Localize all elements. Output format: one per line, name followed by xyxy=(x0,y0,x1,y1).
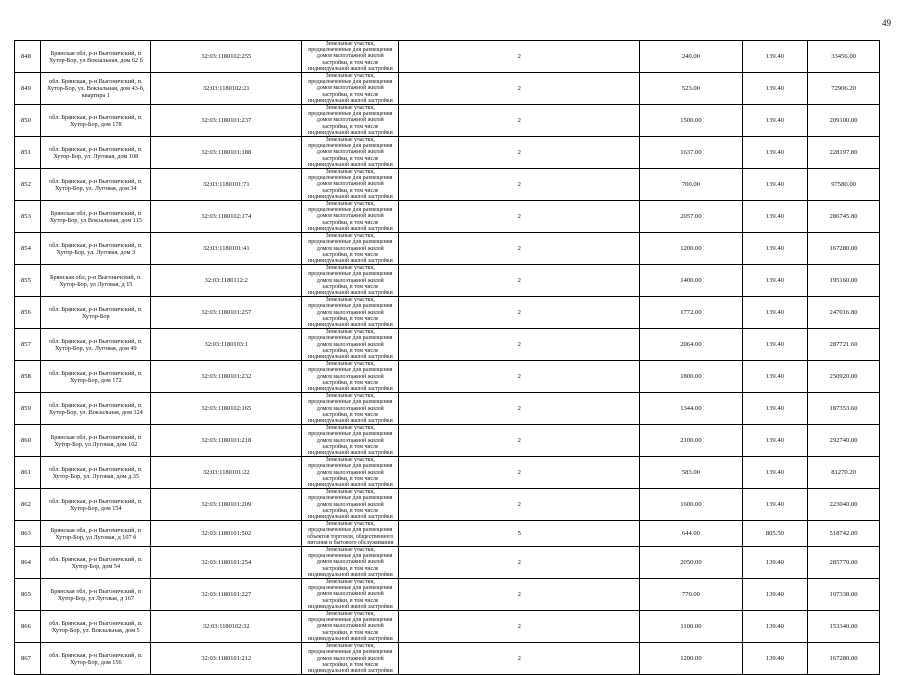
land-use-category-cell: Земельные участки, предназначенные для размещения домов малоэтажной жилой застройки, в том числе индивидуальной жилой застройки xyxy=(302,137,399,169)
cadastral-number-cell: 32:03:1180101:257 xyxy=(151,297,302,329)
land-use-category-cell: Земельные участки, предназначенные для размещения домов малоэтажной жилой застройки, в том числе индивидуальной жилой застройки xyxy=(302,361,399,393)
address-cell: обл. Брянская, р-н Выгоничский, п. Хутор-Бор, дом 54 xyxy=(41,547,151,579)
table-row xyxy=(15,329,880,361)
address-cell: обл. Брянская, р-н Выгоничский, п. Хутор-Бор, ул. Луговая, дом 3 xyxy=(41,233,151,265)
cadastral-number-cell: 32:03:1180112:2 xyxy=(151,265,302,297)
group-cell: 2 xyxy=(399,579,640,611)
area-cell: 240.00 xyxy=(640,41,742,73)
specific-value-cell: 139.40 xyxy=(742,105,807,137)
cadastral-value-cell: 287721.60 xyxy=(808,329,880,361)
table-row xyxy=(15,361,880,393)
row-number: 853 xyxy=(15,201,41,233)
land-use-category-cell: Земельные участки, предназначенные для размещения домов малоэтажной жилой застройки, в том числе индивидуальной жилой застройки xyxy=(302,457,399,489)
cadastral-value-cell: 195160.00 xyxy=(808,265,880,297)
land-use-category-cell: Земельные участки, предназначенные для размещения домов малоэтажной жилой застройки, в том числе индивидуальной жилой застройки xyxy=(302,579,399,611)
specific-value-cell: 139.40 xyxy=(742,361,807,393)
table-row xyxy=(15,41,880,73)
area-cell: 1800.00 xyxy=(640,361,742,393)
table-row xyxy=(15,233,880,265)
specific-value-cell: 139.40 xyxy=(742,579,807,611)
specific-value-cell: 139.40 xyxy=(742,265,807,297)
address-cell: обл. Брянская, р-н Выгоничский, п. Хутор-Бор, дом 178 xyxy=(41,105,151,137)
area-cell: 700.00 xyxy=(640,169,742,201)
row-number: 864 xyxy=(15,547,41,579)
table-row xyxy=(15,643,880,675)
land-use-category-cell: Земельные участки, предназначенные для размещения домов малоэтажной жилой застройки, в том числе индивидуальной жилой застройки xyxy=(302,73,399,105)
cadastral-value-cell: 250920.00 xyxy=(808,361,880,393)
area-cell: 770.00 xyxy=(640,579,742,611)
row-number: 855 xyxy=(15,265,41,297)
table-row xyxy=(15,547,880,579)
table-row xyxy=(15,579,880,611)
land-use-category-cell: Земельные участки, предназначенные для размещения домов малоэтажной жилой застройки, в том числе индивидуальной жилой застройки xyxy=(302,233,399,265)
land-use-category-cell: Земельные участки, предназначенные для размещения домов малоэтажной жилой застройки, в том числе индивидуальной жилой застройки xyxy=(302,105,399,137)
group-cell: 5 xyxy=(399,521,640,547)
address-cell: обл. Брянская, р-н Выгоничский, п. Хутор-Бор, дом 156 xyxy=(41,643,151,675)
cadastral-number-cell: 32:03:1180101:41 xyxy=(151,233,302,265)
table-row xyxy=(15,265,880,297)
specific-value-cell: 139.40 xyxy=(742,137,807,169)
cadastral-value-cell: 228197.80 xyxy=(808,137,880,169)
address-cell: обл. Брянская, р-н Выгоничский, п. Хутор-Бор, ул. Вокзальная, дом 43-б, квартира 1 xyxy=(41,73,151,105)
cadastral-number-cell: 32:03:1180103:1 xyxy=(151,329,302,361)
cadastral-value-cell: 153340.00 xyxy=(808,611,880,643)
specific-value-cell: 139.40 xyxy=(742,611,807,643)
cadastral-value-cell: 107338.00 xyxy=(808,579,880,611)
cadastral-value-cell: 33456.00 xyxy=(808,41,880,73)
area-cell: 1500.00 xyxy=(640,105,742,137)
address-cell: обл. Брянская, р-н Выгоничский, п. Хутор-Бор xyxy=(41,297,151,329)
table-row xyxy=(15,457,880,489)
area-cell: 2050.00 xyxy=(640,547,742,579)
row-number: 856 xyxy=(15,297,41,329)
specific-value-cell: 139.40 xyxy=(742,169,807,201)
land-use-category-cell: Земельные участки, предназначенные для размещения домов малоэтажной жилой застройки, в том числе индивидуальной жилой застройки xyxy=(302,265,399,297)
row-number: 852 xyxy=(15,169,41,201)
table-body xyxy=(15,41,880,675)
group-cell: 2 xyxy=(399,643,640,675)
cadastral-value-cell: 97580.00 xyxy=(808,169,880,201)
group-cell: 2 xyxy=(399,201,640,233)
cadastral-value-cell: 167280.00 xyxy=(808,643,880,675)
area-cell: 1200.00 xyxy=(640,233,742,265)
specific-value-cell: 139.40 xyxy=(742,233,807,265)
cadastral-number-cell: 32:03:1180101:188 xyxy=(151,137,302,169)
cadastral-number-cell: 32:03:1180102:21 xyxy=(151,73,302,105)
table-row xyxy=(15,169,880,201)
area-cell: 1400.00 xyxy=(640,265,742,297)
land-use-category-cell: Земельные участки, предназначенные для размещения домов малоэтажной жилой застройки, в том числе индивидуальной жилой застройки xyxy=(302,169,399,201)
land-use-category-cell: Земельные участки, предназначенные для размещения домов малоэтажной жилой застройки, в том числе индивидуальной жилой застройки xyxy=(302,425,399,457)
land-use-category-cell: Земельные участки, предназначенные для размещения домов малоэтажной жилой застройки, в том числе индивидуальной жилой застройки xyxy=(302,489,399,521)
row-number: 851 xyxy=(15,137,41,169)
cadastral-value-cell: 81270.20 xyxy=(808,457,880,489)
address-cell: Брянская обл, р-н Выгоничский, п Хутор-Бор, ул Луговая, д 167 xyxy=(41,579,151,611)
area-cell: 583.00 xyxy=(640,457,742,489)
row-number: 866 xyxy=(15,611,41,643)
cadastral-number-cell: 32:03:1180101:237 xyxy=(151,105,302,137)
row-number: 865 xyxy=(15,579,41,611)
cadastral-number-cell: 32:03:1180101:218 xyxy=(151,425,302,457)
group-cell: 2 xyxy=(399,265,640,297)
row-number: 861 xyxy=(15,457,41,489)
address-cell: Брянская обл, р-н Выгоничский, п. Хутор-Бор, ул Луговая, д 15 xyxy=(41,265,151,297)
row-number: 859 xyxy=(15,393,41,425)
group-cell: 2 xyxy=(399,611,640,643)
specific-value-cell: 139.40 xyxy=(742,425,807,457)
group-cell: 2 xyxy=(399,233,640,265)
address-cell: Брянская обл, р-н Выгоничский, п Хутор-Бор, ул Луговая, д 107 б xyxy=(41,521,151,547)
cadastral-value-table xyxy=(14,40,880,675)
land-use-category-cell: Земельные участки, предназначенные для размещения домов малоэтажной жилой застройки, в том числе индивидуальной жилой застройки xyxy=(302,393,399,425)
row-number: 860 xyxy=(15,425,41,457)
group-cell: 2 xyxy=(399,105,640,137)
group-cell: 2 xyxy=(399,425,640,457)
table-row xyxy=(15,137,880,169)
address-cell: Брянская обл, р-н Выгоничский, п Хутор-Бор, ул Вокзальная, дом 62 б xyxy=(41,41,151,73)
table-row xyxy=(15,425,880,457)
cadastral-number-cell: 32:03:1180102:32 xyxy=(151,611,302,643)
cadastral-number-cell: 32:03:1180101:209 xyxy=(151,489,302,521)
specific-value-cell: 805.50 xyxy=(742,521,807,547)
table-row xyxy=(15,393,880,425)
group-cell: 2 xyxy=(399,393,640,425)
cadastral-value-cell: 518742.00 xyxy=(808,521,880,547)
address-cell: обл. Брянская, р-н Выгоничский, п. Хутор-Бор, дом 154 xyxy=(41,489,151,521)
table-row xyxy=(15,297,880,329)
cadastral-number-cell: 32:03:1180102:255 xyxy=(151,41,302,73)
cadastral-number-cell: 32:03:1180101:254 xyxy=(151,547,302,579)
cadastral-value-cell: 72906.20 xyxy=(808,73,880,105)
group-cell: 2 xyxy=(399,361,640,393)
land-use-category-cell: Земельные участки, предназначенные для размещения домов малоэтажной жилой застройки, в том числе индивидуальной жилой застройки xyxy=(302,643,399,675)
area-cell: 2064.00 xyxy=(640,329,742,361)
row-number: 848 xyxy=(15,41,41,73)
cadastral-value-cell: 187353.60 xyxy=(808,393,880,425)
land-use-category-cell: Земельные участки, предназначенные для размещения домов малоэтажной жилой застройки, в том числе индивидуальной жилой застройки xyxy=(302,329,399,361)
cadastral-number-cell: 32:03:1180101:22 xyxy=(151,457,302,489)
group-cell: 2 xyxy=(399,547,640,579)
group-cell: 2 xyxy=(399,297,640,329)
group-cell: 2 xyxy=(399,457,640,489)
area-cell: 523.00 xyxy=(640,73,742,105)
land-use-category-cell: Земельные участки, предназначенные для размещения домов малоэтажной жилой застройки, в том числе индивидуальной жилой застройки xyxy=(302,611,399,643)
specific-value-cell: 139.40 xyxy=(742,457,807,489)
address-cell: обл. Брянская, р-н Выгоничский, п. Хутор-Бор, дом 172 xyxy=(41,361,151,393)
cadastral-value-cell: 247016.80 xyxy=(808,297,880,329)
cadastral-number-cell: 32:03:1180101:502 xyxy=(151,521,302,547)
land-use-category-cell: Земельные участки, предназначенные для размещения домов малоэтажной жилой застройки, в том числе индивидуальной жилой застройки xyxy=(302,547,399,579)
cadastral-number-cell: 32:03:1180102:165 xyxy=(151,393,302,425)
table-row xyxy=(15,201,880,233)
group-cell: 2 xyxy=(399,169,640,201)
specific-value-cell: 139.40 xyxy=(742,41,807,73)
specific-value-cell: 139.40 xyxy=(742,329,807,361)
area-cell: 2100.00 xyxy=(640,425,742,457)
land-use-category-cell: Земельные участки, предназначенные для размещения домов малоэтажной жилой застройки, в том числе индивидуальной жилой застройки xyxy=(302,297,399,329)
land-use-category-cell: Земельные участки, предназначенные для размещения домов малоэтажной жилой застройки, в том числе индивидуальной жилой застройки xyxy=(302,41,399,73)
cadastral-value-cell: 223040.00 xyxy=(808,489,880,521)
specific-value-cell: 139.40 xyxy=(742,393,807,425)
cadastral-number-cell: 32:03:1180101:232 xyxy=(151,361,302,393)
cadastral-value-cell: 209100.00 xyxy=(808,105,880,137)
row-number: 850 xyxy=(15,105,41,137)
cadastral-value-cell: 292740.00 xyxy=(808,425,880,457)
specific-value-cell: 139.40 xyxy=(742,297,807,329)
cadastral-number-cell: 32:03:1180101:227 xyxy=(151,579,302,611)
specific-value-cell: 139.40 xyxy=(742,643,807,675)
address-cell: обл. Брянская, р-н Выгоничский, п. Хутор-Бор, ул. Луговая, дом 49 xyxy=(41,329,151,361)
address-cell: Брянская обл, р-н Выгоничский, п Хутор-Бор, ул Луговая, дом 162 xyxy=(41,425,151,457)
address-cell: обл. Брянская, р-н Выгоничский, п. Хутор-Бор, ул. Вокзальная, дом 5 xyxy=(41,611,151,643)
specific-value-cell: 139.40 xyxy=(742,489,807,521)
group-cell: 2 xyxy=(399,489,640,521)
cadastral-value-cell: 286745.80 xyxy=(808,201,880,233)
address-cell: Брянская обл, р-н Выгоничский, п Хутор-Бор, ул Вокзальная, дом 115 xyxy=(41,201,151,233)
address-cell: обл. Брянская, р-н Выгоничский, п. Хутор-Бор, ул. Вокзальная, дом 124 xyxy=(41,393,151,425)
cadastral-value-cell: 285770.00 xyxy=(808,547,880,579)
cadastral-number-cell: 32:03:1180102:174 xyxy=(151,201,302,233)
specific-value-cell: 139.40 xyxy=(742,73,807,105)
area-cell: 1600.00 xyxy=(640,489,742,521)
row-number: 863 xyxy=(15,521,41,547)
address-cell: обл. Брянская, р-н Выгоничский, п. Хутор-Бор, ул. Луговая, дом 108 xyxy=(41,137,151,169)
area-cell: 1344.00 xyxy=(640,393,742,425)
group-cell: 2 xyxy=(399,41,640,73)
cadastral-value-cell: 167280.00 xyxy=(808,233,880,265)
row-number: 857 xyxy=(15,329,41,361)
specific-value-cell: 139.40 xyxy=(742,201,807,233)
land-use-category-cell: Земельные участки, предназначенные для размещения объектов торговли, общественного питания и бытового обслуживания xyxy=(302,521,399,547)
area-cell: 1100.00 xyxy=(640,611,742,643)
group-cell: 2 xyxy=(399,137,640,169)
cadastral-number-cell: 32:03:1180101:71 xyxy=(151,169,302,201)
table-row xyxy=(15,521,880,547)
table-row xyxy=(15,611,880,643)
group-cell: 2 xyxy=(399,329,640,361)
area-cell: 1772.00 xyxy=(640,297,742,329)
address-cell: обл. Брянская, р-н Выгоничский, п. Хутор-Бор, ул. Луговая, дом д.35 xyxy=(41,457,151,489)
cadastral-number-cell: 32:03:1180101:212 xyxy=(151,643,302,675)
area-cell: 1637.00 xyxy=(640,137,742,169)
row-number: 862 xyxy=(15,489,41,521)
page-number: 49 xyxy=(882,18,891,28)
row-number: 854 xyxy=(15,233,41,265)
row-number: 867 xyxy=(15,643,41,675)
area-cell: 2057.00 xyxy=(640,201,742,233)
specific-value-cell: 139.40 xyxy=(742,547,807,579)
group-cell: 2 xyxy=(399,73,640,105)
table-row xyxy=(15,489,880,521)
row-number: 858 xyxy=(15,361,41,393)
area-cell: 644.00 xyxy=(640,521,742,547)
table-row xyxy=(15,73,880,105)
table-row xyxy=(15,105,880,137)
row-number: 849 xyxy=(15,73,41,105)
land-use-category-cell: Земельные участки, предназначенные для размещения домов малоэтажной жилой застройки, в том числе индивидуальной жилой застройки xyxy=(302,201,399,233)
address-cell: обл. Брянская, р-н Выгоничский, п. Хутор-Бор, ул. Луговая, дом 34 xyxy=(41,169,151,201)
area-cell: 1200.00 xyxy=(640,643,742,675)
